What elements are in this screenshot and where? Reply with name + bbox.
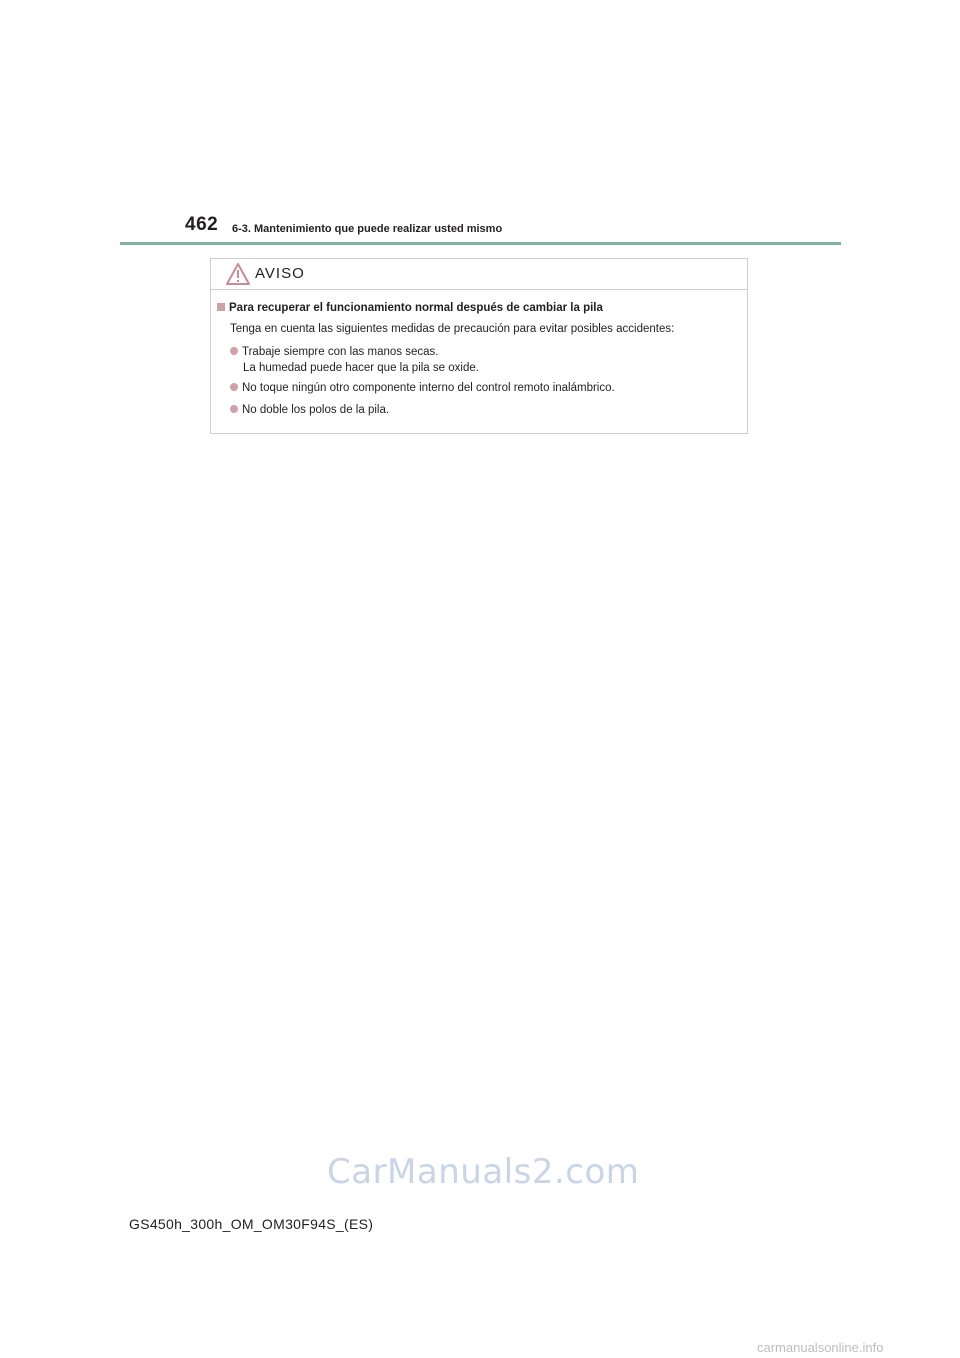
page-number: 462 [185, 214, 219, 235]
list-item [230, 402, 389, 418]
square-bullet-icon [217, 303, 225, 311]
warning-intro: Tenga en cuenta las siguientes medidas de precaución para evitar posibles accidentes: [230, 323, 675, 335]
list-item-text: No doble los polos de la pila. [242, 404, 390, 416]
bullet-dot-icon [230, 347, 238, 355]
warning-subheading [217, 302, 603, 314]
footer-code: GS450h_300h_OM_OM30F94S_(ES) [129, 1216, 374, 1232]
list-item-text: Trabaje siempre con las manos secas. [242, 346, 439, 358]
warning-header [211, 259, 747, 290]
list-item [230, 344, 479, 376]
list-item-text: No toque ningún otro componente interno del control remoto inalámbrico. [242, 382, 615, 394]
list-item [230, 380, 615, 396]
section-title: 6-3. Mantenimiento que puede realizar usted mismo [232, 223, 503, 235]
warning-triangle-icon [225, 262, 251, 286]
list-item-text-continued: La humedad puede hacer que la pila se oxide. [243, 362, 479, 374]
warning-box [210, 258, 748, 434]
warning-title: AVISO [255, 265, 305, 282]
header-rule [120, 242, 841, 245]
bullet-dot-icon [230, 405, 238, 413]
watermark-bottom: carmanualsonline.info [757, 1340, 884, 1355]
subheading-text: Para recuperar el funcionamiento normal después de cambiar la pila [229, 302, 603, 314]
watermark-logo: CarManuals2.com [327, 1152, 640, 1192]
bullet-dot-icon [230, 383, 238, 391]
